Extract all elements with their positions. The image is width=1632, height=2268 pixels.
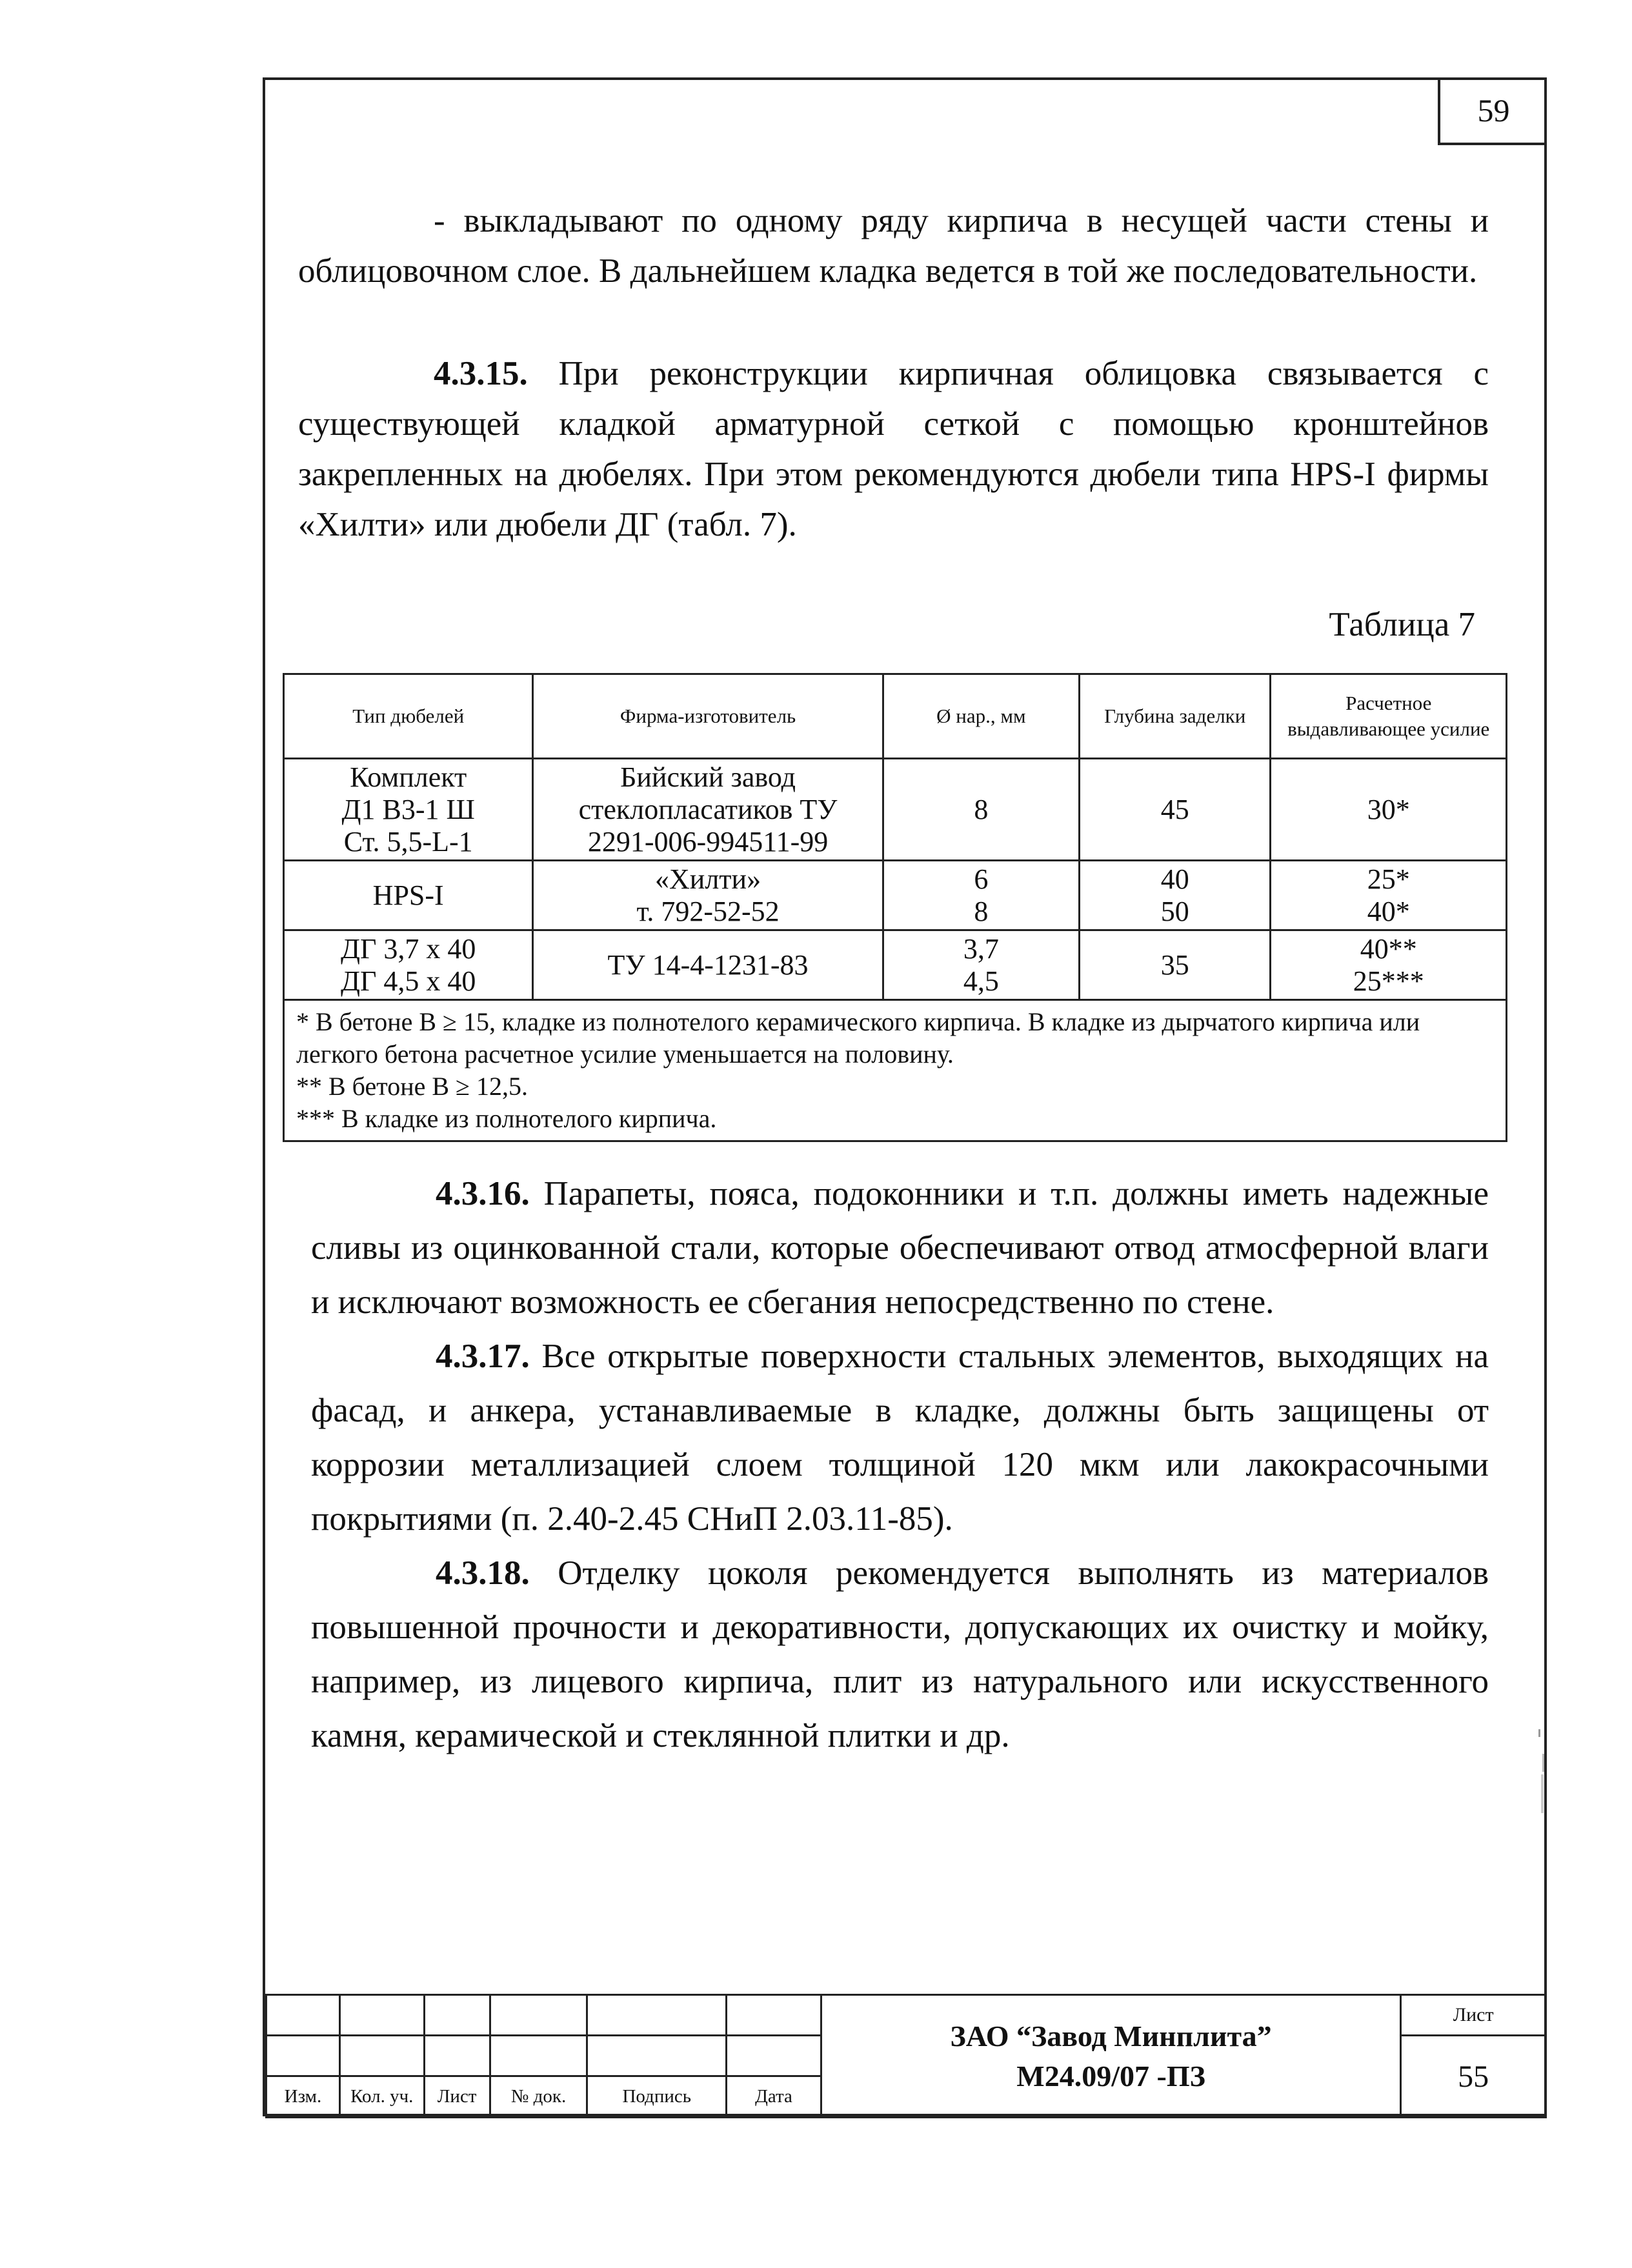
paragraph-4-3-17: 4.3.17. Все открытые поверхности стальных элементов, выходящих на фасад, и анкера, устанавливаемые в кладке, должны быть защищены от коррозии металлизацией слоем толщиной 120 мкм или лакокрасочными покрытиями (п. 2.40-2.45 СНиП 2.03.11-85). bbox=[311, 1338, 1489, 1538]
header-force: Расчетное выдавливающее усилие bbox=[1271, 674, 1507, 759]
paragraph-4-3-18: 4.3.18. Отделку цоколя рекомендуется выполнять из материалов повышенной прочности и декоративности, допускающих их очистку и мойку, например, из лицевого кирпича, плит из натурального или искусственного камня, керамической и стеклянной плитки и др. bbox=[311, 1554, 1489, 1754]
table-row bbox=[284, 930, 1507, 1000]
dowel-table bbox=[283, 673, 1507, 1142]
cell-depth: 40 50 bbox=[1079, 861, 1270, 930]
stamp-col-sign: Подпись bbox=[587, 2076, 727, 2118]
header-diameter: Ø нар., мм bbox=[883, 674, 1079, 759]
title-block bbox=[265, 1994, 1547, 2116]
stamp-col-izm: Изм. bbox=[267, 2076, 340, 2118]
cell-diameter: 6 8 bbox=[883, 861, 1079, 930]
cell-diameter: 3,7 4,5 bbox=[883, 930, 1079, 1000]
organization-name: ЗАО “Завод Минплита” bbox=[950, 2019, 1272, 2052]
cell-maker: «Хилти» т. 792-52-52 bbox=[533, 861, 883, 930]
cell-force: 40** 25*** bbox=[1271, 930, 1507, 1000]
table-note: *** В кладке из полнотелого кирпича. bbox=[296, 1104, 717, 1133]
table-row bbox=[284, 861, 1507, 930]
page-number: 59 bbox=[1438, 77, 1547, 145]
paragraph-1: - выкладывают по одному ряду кирпича в несущей части стены и облицовочном слое. В дальнейшем кладка ведется в той же последовательности. bbox=[298, 202, 1489, 290]
table-note: ** В бетоне В ≥ 12,5. bbox=[296, 1072, 529, 1101]
table-notes bbox=[284, 1000, 1507, 1141]
table-header-row bbox=[284, 674, 1507, 759]
stamp-col-doc: № док. bbox=[490, 2076, 587, 2118]
organization-block bbox=[821, 1995, 1400, 2118]
table-notes-row bbox=[284, 1000, 1507, 1141]
cell-type: HPS-I bbox=[284, 861, 533, 930]
stamp-col-date: Дата bbox=[727, 2076, 821, 2118]
header-depth: Глубина заделки bbox=[1079, 674, 1270, 759]
cell-type: Комплект Д1 В3-1 Ш Ст. 5,5-L-1 bbox=[284, 759, 533, 861]
header-type: Тип дюбелей bbox=[284, 674, 533, 759]
cell-force: 25* 40* bbox=[1271, 861, 1507, 930]
sheet-label: Лист bbox=[1401, 1995, 1546, 2036]
cell-depth: 45 bbox=[1079, 759, 1270, 861]
scan-marks bbox=[1536, 1729, 1549, 1832]
sheet-number: 55 bbox=[1401, 2036, 1546, 2118]
stamp-col-list: Лист bbox=[424, 2076, 490, 2118]
table-caption: Таблица 7 bbox=[1329, 606, 1475, 643]
cell-type: ДГ 3,7 х 40 ДГ 4,5 х 40 bbox=[284, 930, 533, 1000]
cell-force: 30* bbox=[1271, 759, 1507, 861]
document-code: М24.09/07 -ПЗ bbox=[1016, 2059, 1205, 2092]
paragraph-4-3-16: 4.3.16. Парапеты, пояса, подоконники и т.п. должны иметь надежные сливы из оцинкованной стали, которые обеспечивают отвод атмосферной влаги и исключают возможность ее сбегания непосредственно по стене. bbox=[311, 1175, 1489, 1321]
stamp-col-kol: Кол. уч. bbox=[339, 2076, 424, 2118]
cell-diameter: 8 bbox=[883, 759, 1079, 861]
table-note: * В бетоне В ≥ 15, кладке из полнотелого керамического кирпича. В кладке из дырчатого кирпича или легкого бетона расчетное усилие уменьшается на половину. bbox=[296, 1007, 1420, 1069]
header-maker: Фирма-изготовитель bbox=[533, 674, 883, 759]
cell-maker: ТУ 14-4-1231-83 bbox=[533, 930, 883, 1000]
cell-maker: Бийский завод стеклопласатиков ТУ 2291-006-994511-99 bbox=[533, 759, 883, 861]
paragraph-4-3-15: 4.3.15. При реконструкции кирпичная облицовка связывается с существующей кладкой арматурной сеткой с помощью кронштейнов закрепленных на дюбелях. При этом рекомендуются дюбели типа HPS-I фирмы «Хилти» или дюбели ДГ (табл. 7). bbox=[298, 355, 1489, 543]
cell-depth: 35 bbox=[1079, 930, 1270, 1000]
table-row bbox=[284, 759, 1507, 861]
